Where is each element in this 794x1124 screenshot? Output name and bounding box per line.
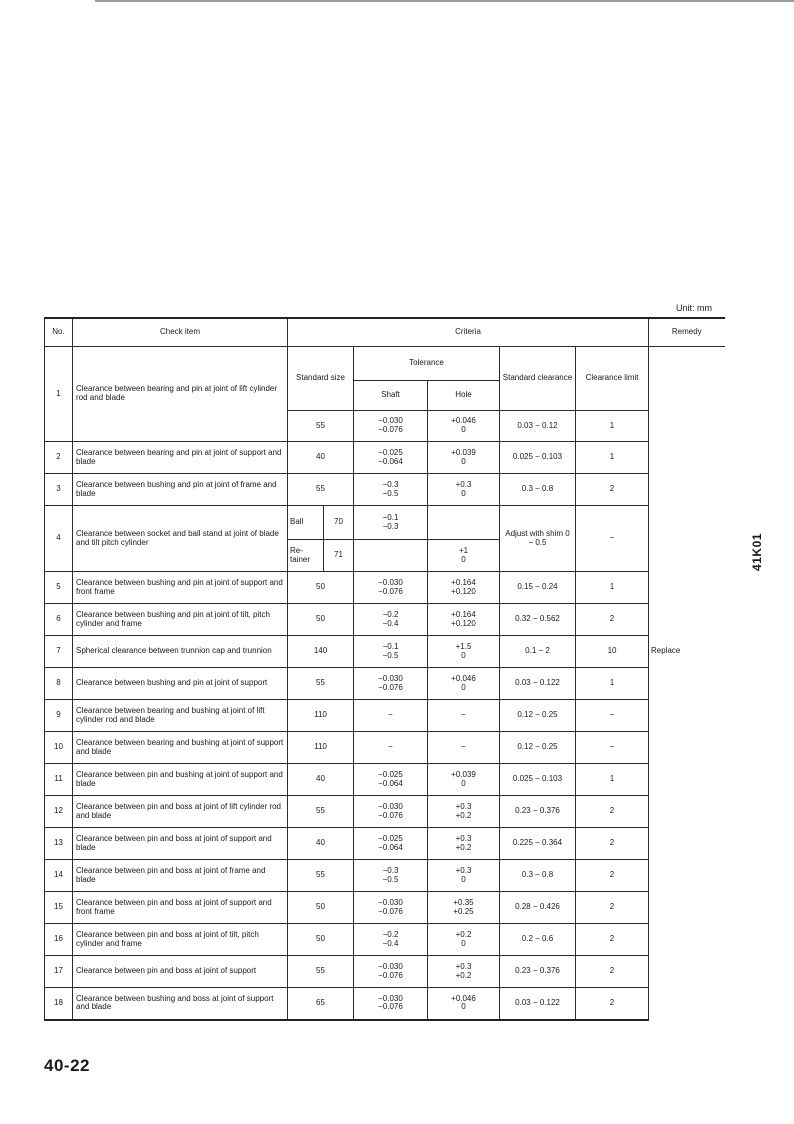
row-4-retainer-hole-upper: +1 [458,545,469,555]
row-18-shaft [354,988,428,1020]
row-10-shaft [354,732,428,764]
row-2-check-item: Clearance between bearing and pin at joint of support and blade [73,442,288,474]
row-12-shaft-upper: −0.030 [378,801,403,811]
table-row [45,924,725,956]
row-13-shaft-upper: −0.025 [378,833,403,843]
row-6-shaft-lower: −0.4 [382,618,399,628]
header-remedy: Remedy [649,318,725,347]
row-13-hole-lower: +0.2 [455,842,472,852]
row-6-hole-lower: +0.120 [451,618,476,628]
row-14-hole [428,860,500,892]
row-9-no: 9 [45,700,73,732]
row-15-no: 15 [45,892,73,924]
row-12-standard-clearance: 0.23 − 0.376 [500,796,576,828]
row-4-ball-hole-empty [428,506,500,540]
remedy-text: Replace [651,645,681,655]
row-16-check-item: Clearance between pin and boss at joint of tilt, pitch cylinder and frame [73,924,288,956]
row-12-no: 12 [45,796,73,828]
row-17-standard-clearance: 0.23 − 0.376 [500,956,576,988]
row-13-shaft [354,828,428,860]
row-7-shaft-upper: −0.1 [382,641,399,651]
row-6-shaft-upper: −0.2 [382,609,399,619]
table-row [45,988,725,1020]
header-standard-size: Standard size [288,347,354,411]
row-11-hole [428,764,500,796]
header-shaft: Shaft [354,381,428,411]
row-8-shaft-lower: −0.076 [378,682,403,692]
row-17-hole [428,956,500,988]
row-14-hole-lower: 0 [461,874,466,884]
row-15-hole [428,892,500,924]
row-6-hole-upper: +0.164 [451,609,476,619]
row-18-standard-clearance: 0.03 − 0.122 [500,988,576,1020]
header-tolerance: Tolerance [354,347,500,381]
row-12-shaft-lower: −0.076 [378,810,403,820]
row-11-hole-upper: +0.039 [451,769,476,779]
row-11-hole-lower: 0 [461,778,466,788]
row-16-no: 16 [45,924,73,956]
row-7-standard-clearance: 0.1 − 2 [500,636,576,668]
row-3-clearance-limit: 2 [576,474,649,506]
row-8-shaft [354,668,428,700]
row-11-standard-clearance: 0.025 − 0.103 [500,764,576,796]
row-1-hole-upper: +0.046 [451,416,476,426]
row-7-shaft [354,636,428,668]
row-15-standard-clearance: 0.28 − 0.426 [500,892,576,924]
header-criteria: Criteria [288,318,649,347]
row-7-no: 7 [45,636,73,668]
header-check-item: Check item [73,318,288,347]
row-1-clearance-limit: 1 [576,411,649,442]
row-9-shaft [354,700,428,732]
table-row [45,442,725,474]
row-5-hole-upper: +0.164 [451,577,476,587]
row-5-check-item: Clearance between bushing and pin at joint of support and front frame [73,572,288,604]
row-2-no: 2 [45,442,73,474]
row-12-hole-lower: +0.2 [455,810,472,820]
table-row [45,506,725,540]
row-4-no: 4 [45,506,73,572]
row-3-shaft [354,474,428,506]
table-row [45,604,725,636]
row-17-no: 17 [45,956,73,988]
row-11-shaft-upper: −0.025 [378,769,403,779]
row-6-no: 6 [45,604,73,636]
row-5-shaft-lower: −0.076 [378,586,403,596]
row-13-no: 13 [45,828,73,860]
row-16-shaft-lower: −0.4 [382,938,399,948]
row-6-check-item: Clearance between bushing and pin at joint of tilt, pitch cylinder and frame [73,604,288,636]
row-3-hole-upper: +0.3 [455,479,472,489]
row-10-no: 10 [45,732,73,764]
row-4-retainer-label: Re-tainer [288,540,324,572]
row-2-shaft-lower: −0.064 [378,456,403,466]
row-8-hole-upper: +0.046 [451,673,476,683]
row-11-no: 11 [45,764,73,796]
header-hole: Hole [428,381,500,411]
row-12-hole-upper: +0.3 [455,801,472,811]
row-7-clearance-limit: 10 [576,636,649,668]
row-7-size: 140 [288,636,354,668]
row-17-shaft-upper: −0.030 [378,961,403,971]
row-12-clearance-limit: 2 [576,796,649,828]
row-8-check-item: Clearance between bushing and pin at joint of support [73,668,288,700]
row-5-no: 5 [45,572,73,604]
row-11-size: 40 [288,764,354,796]
row-12-check-item: Clearance between pin and boss at joint of lift cylinder rod and blade [73,796,288,828]
row-4-ball-size: 70 [324,506,354,540]
row-6-hole [428,604,500,636]
row-2-shaft-upper: −0.025 [378,447,403,457]
row-1-hole [428,411,500,442]
row-5-clearance-limit: 1 [576,572,649,604]
row-3-shaft-lower: −0.5 [382,488,399,498]
row-16-shaft-upper: −0.2 [382,929,399,939]
row-2-size: 40 [288,442,354,474]
row-11-shaft [354,764,428,796]
remedy-cell [649,347,725,956]
row-5-shaft-upper: −0.030 [378,577,403,587]
row-9-hole-upper: − [461,710,466,720]
row-14-clearance-limit: 2 [576,860,649,892]
row-7-hole-upper: +1.5 [455,641,472,651]
row-17-size: 55 [288,956,354,988]
row-15-size: 50 [288,892,354,924]
row-15-shaft [354,892,428,924]
row-16-standard-clearance: 0.2 − 0.6 [500,924,576,956]
row-13-size: 40 [288,828,354,860]
row-8-no: 8 [45,668,73,700]
row-10-shaft-upper: − [388,742,393,752]
table-row [45,892,725,924]
row-15-hole-upper: +0.35 [453,897,474,907]
row-1-standard-clearance: 0.03 − 0.12 [500,411,576,442]
row-3-no: 3 [45,474,73,506]
row-15-check-item: Clearance between pin and boss at joint of support and front frame [73,892,288,924]
row-8-hole-lower: 0 [461,682,466,692]
row-13-clearance-limit: 2 [576,828,649,860]
row-7-hole [428,636,500,668]
row-17-hole-lower: +0.2 [455,970,472,980]
row-17-clearance-limit: 2 [576,956,649,988]
table-row [45,668,725,700]
row-15-shaft-upper: −0.030 [378,897,403,907]
row-4-retainer-hole [428,540,500,572]
row-17-hole-upper: +0.3 [455,961,472,971]
row-16-shaft [354,924,428,956]
row-3-check-item: Clearance between bushing and pin at joint of frame and blade [73,474,288,506]
row-6-shaft [354,604,428,636]
row-4-ball-shaft [354,506,428,540]
row-13-hole [428,828,500,860]
row-8-clearance-limit: 1 [576,668,649,700]
row-16-hole-lower: 0 [461,938,466,948]
header-standard-clearance: Standard clearance [500,347,576,411]
row-12-hole [428,796,500,828]
row-7-check-item: Spherical clearance between trunnion cap and trunnion [73,636,288,668]
row-3-standard-clearance: 0.3 − 0.8 [500,474,576,506]
row-1-no: 1 [45,347,73,442]
row-16-clearance-limit: 2 [576,924,649,956]
table-row [45,860,725,892]
row-10-check-item: Clearance between bearing and bushing at joint of support and blade [73,732,288,764]
row-9-shaft-upper: − [388,710,393,720]
table-row [45,828,725,860]
row-4-clearance-limit: − [576,506,649,572]
row-13-shaft-lower: −0.064 [378,842,403,852]
table-row [45,700,725,732]
top-rule [95,0,794,2]
row-11-clearance-limit: 1 [576,764,649,796]
row-18-clearance-limit: 2 [576,988,649,1020]
row-7-hole-lower: 0 [461,650,466,660]
row-18-hole [428,988,500,1020]
row-4-retainer-shaft-empty [354,540,428,572]
row-10-hole-upper: − [461,742,466,752]
row-10-size: 110 [288,732,354,764]
row-2-hole-upper: +0.039 [451,447,476,457]
row-11-check-item: Clearance between pin and bushing at joint of support and blade [73,764,288,796]
row-9-hole [428,700,500,732]
header-clearance-limit: Clearance limit [576,347,649,411]
row-12-shaft [354,796,428,828]
row-18-shaft-lower: −0.076 [378,1002,403,1012]
row-1-hole-lower: 0 [461,425,466,434]
row-15-clearance-limit: 2 [576,892,649,924]
row-4-check-item: Clearance between socket and ball stand at joint of blade and tilt pitch cylinder [73,506,288,572]
row-16-size: 50 [288,924,354,956]
row-5-hole-lower: +0.120 [451,586,476,596]
row-4-retainer-size: 71 [324,540,354,572]
row-9-standard-clearance: 0.12 − 0.25 [500,700,576,732]
row-8-standard-clearance: 0.03 − 0.122 [500,668,576,700]
row-14-size: 55 [288,860,354,892]
row-2-standard-clearance: 0.025 − 0.103 [500,442,576,474]
row-6-standard-clearance: 0.32 − 0.562 [500,604,576,636]
row-18-hole-lower: 0 [461,1002,466,1012]
row-1-size: 55 [288,411,354,442]
row-17-shaft [354,956,428,988]
table-row [45,956,725,988]
row-9-check-item: Clearance between bearing and bushing at joint of lift cylinder rod and blade [73,700,288,732]
row-4-ball-shaft-lower: −0.3 [382,521,399,531]
row-8-hole [428,668,500,700]
row-3-hole-lower: 0 [461,488,466,498]
row-4-standard-clearance: Adjust with shim 0 − 0.5 [500,506,576,572]
row-5-size: 50 [288,572,354,604]
row-1-shaft-upper: −0.030 [378,416,403,426]
table-row [45,636,725,668]
row-16-hole-upper: +0.2 [455,929,472,939]
page-number: 40-22 [44,1056,90,1075]
row-4-retainer-hole-lower: 0 [461,554,466,564]
row-18-hole-upper: +0.046 [451,993,476,1003]
row-16-hole [428,924,500,956]
side-code: 41K01 [749,533,764,571]
row-15-shaft-lower: −0.076 [378,906,403,916]
row-13-check-item: Clearance between pin and boss at joint of support and blade [73,828,288,860]
row-2-hole [428,442,500,474]
row-6-clearance-limit: 2 [576,604,649,636]
row-3-size: 55 [288,474,354,506]
row-2-shaft [354,442,428,474]
row-18-shaft-upper: −0.030 [378,993,403,1003]
header-no: No. [45,318,73,347]
row-5-shaft [354,572,428,604]
row-18-no: 18 [45,988,73,1020]
row-14-no: 14 [45,860,73,892]
row-8-size: 55 [288,668,354,700]
row-3-hole [428,474,500,506]
row-8-shaft-upper: −0.030 [378,673,403,683]
row-13-standard-clearance: 0.225 − 0.364 [500,828,576,860]
row-14-shaft [354,860,428,892]
row-1-check-item: Clearance between bearing and pin at joint of lift cylinder rod and blade [73,347,288,442]
row-14-shaft-upper: −0.3 [382,865,399,875]
row-18-size: 65 [288,988,354,1020]
row-10-hole [428,732,500,764]
row-6-size: 50 [288,604,354,636]
table-row [45,572,725,604]
unit-label: Unit: mm [676,303,712,313]
row-14-shaft-lower: −0.5 [382,874,399,884]
check-criteria-table [44,317,725,1021]
row-4-ball-label: Ball [288,506,324,540]
row-14-check-item: Clearance between pin and boss at joint of frame and blade [73,860,288,892]
table-row [45,474,725,506]
row-1-shaft [354,411,428,442]
row-4-ball-shaft-upper: −0.1 [382,512,399,522]
table-row [45,764,725,796]
row-9-clearance-limit: − [576,700,649,732]
row-10-standard-clearance: 0.12 − 0.25 [500,732,576,764]
row-15-hole-lower: +0.25 [453,906,474,916]
row-5-standard-clearance: 0.15 − 0.24 [500,572,576,604]
row-2-hole-lower: 0 [461,456,466,466]
table-row [45,732,725,764]
row-7-shaft-lower: −0.5 [382,650,399,660]
row-14-hole-upper: +0.3 [455,865,472,875]
row-2-clearance-limit: 1 [576,442,649,474]
row-14-standard-clearance: 0.3 − 0.8 [500,860,576,892]
row-9-size: 110 [288,700,354,732]
row-10-clearance-limit: − [576,732,649,764]
row-13-hole-upper: +0.3 [455,833,472,843]
row-12-size: 55 [288,796,354,828]
row-18-check-item: Clearance between bushing and boss at joint of support and blade [73,988,288,1020]
row-1-shaft-lower: −0.076 [378,425,403,434]
table-row [45,796,725,828]
row-17-check-item: Clearance between pin and boss at joint of support [73,956,288,988]
row-11-shaft-lower: −0.064 [378,778,403,788]
row-17-shaft-lower: −0.076 [378,970,403,980]
row-3-shaft-upper: −0.3 [382,479,399,489]
row-5-hole [428,572,500,604]
